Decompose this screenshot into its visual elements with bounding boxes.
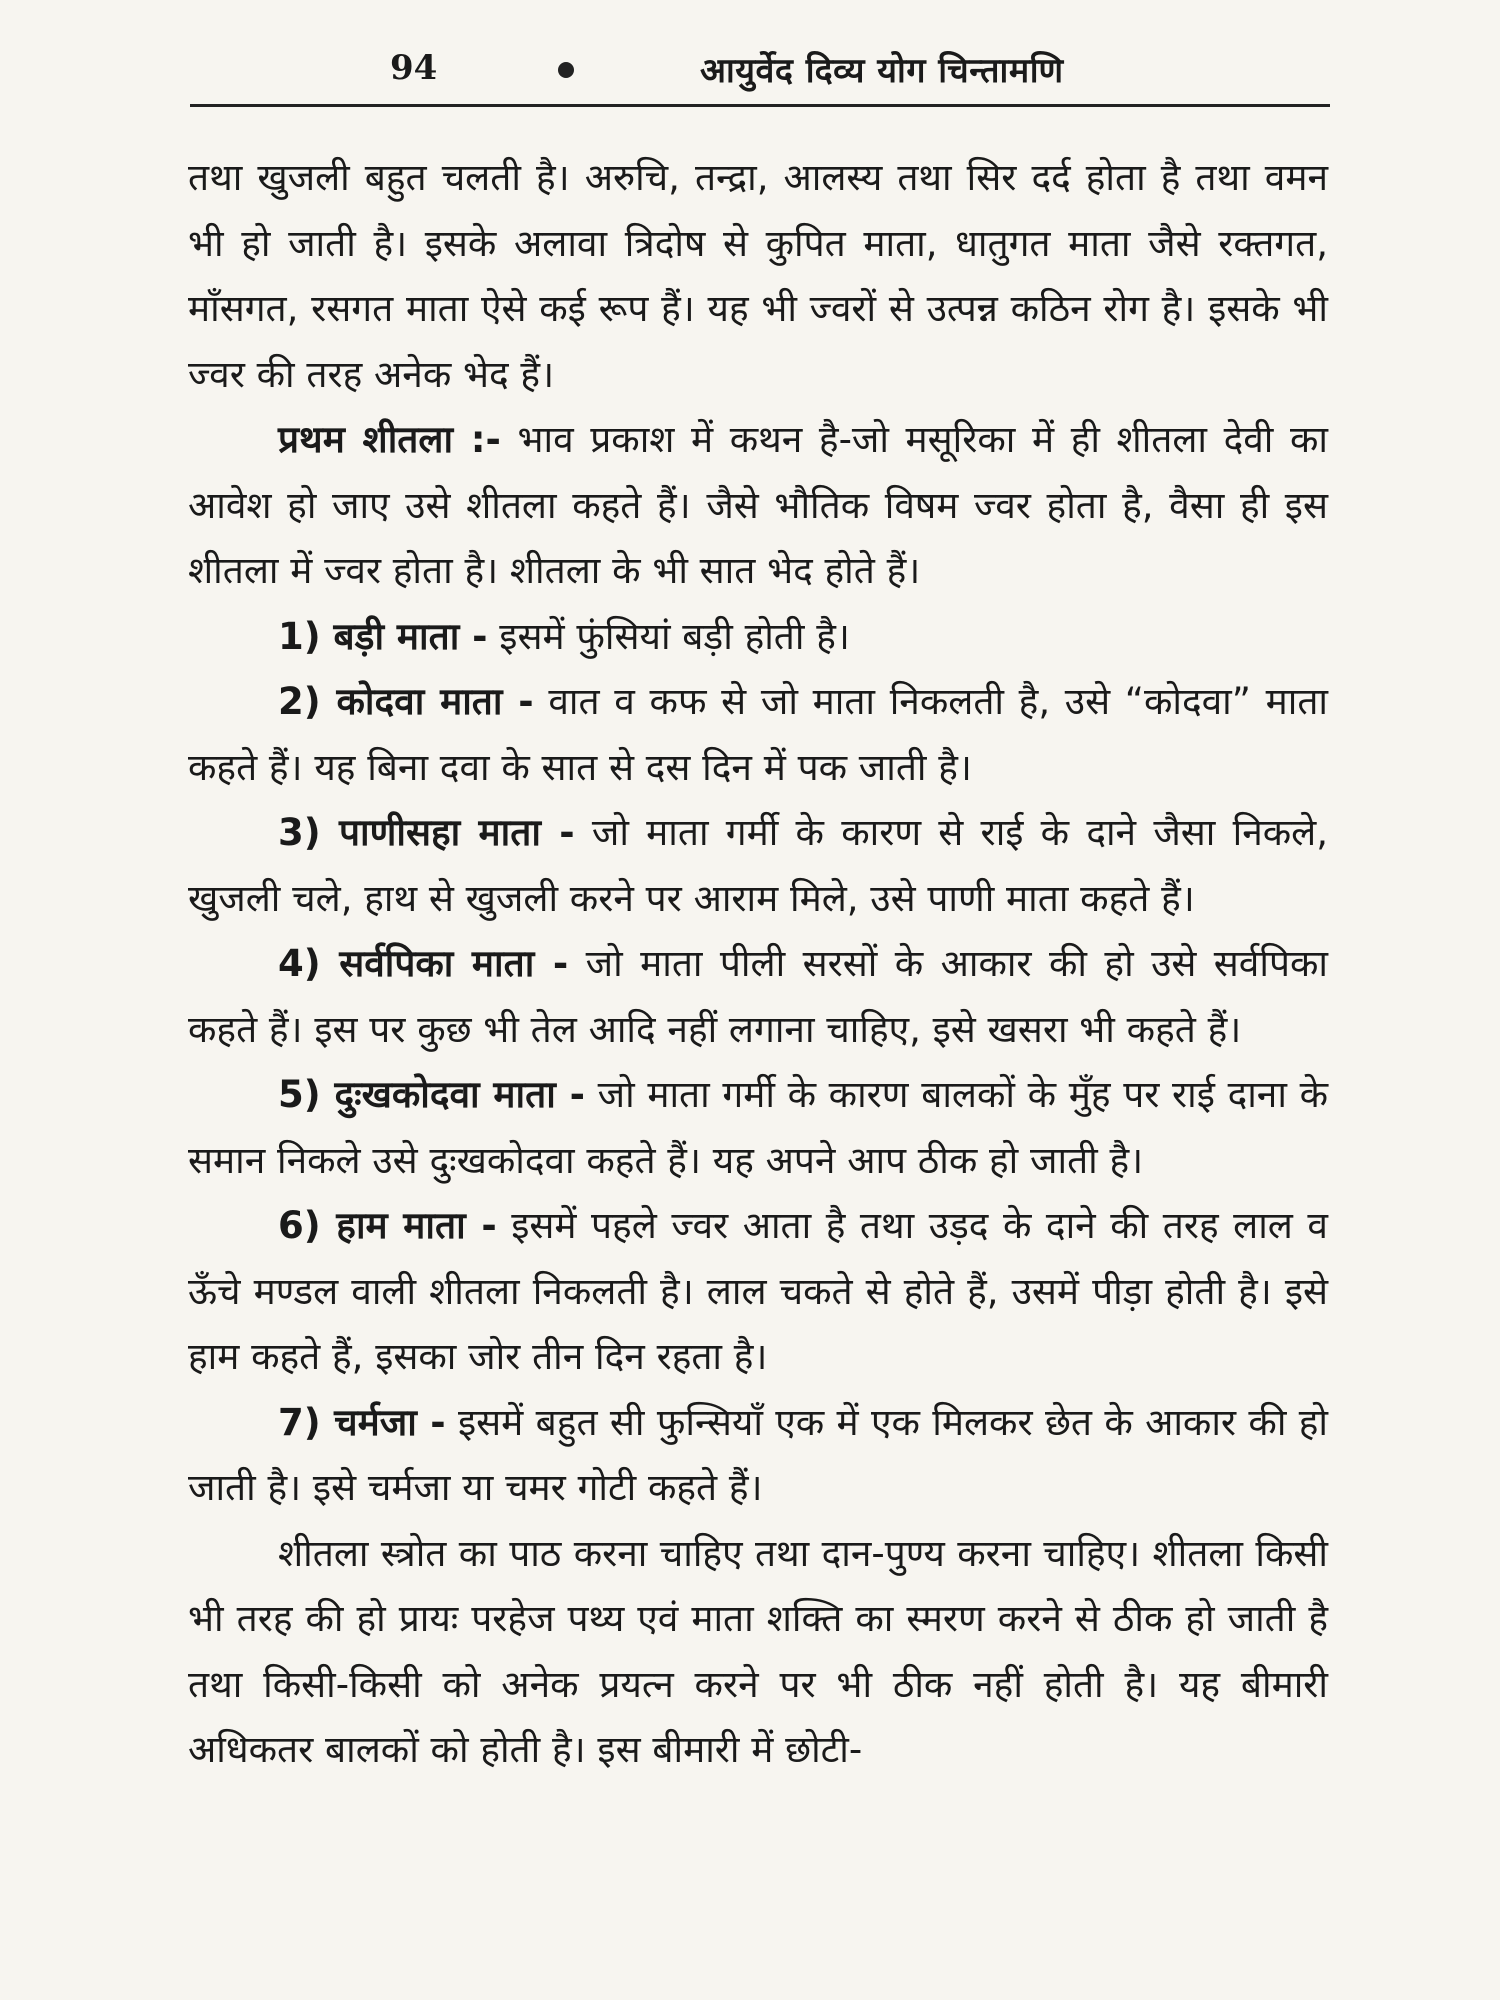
list-item <box>188 1062 1328 1193</box>
pratham-paragraph <box>188 407 1328 604</box>
list-item <box>188 604 1328 670</box>
item-text: इसमें पहले ज्वर आता है तथा उड़द के दाने की तरह लाल व ऊँचे मण्डल वाली शीतला निकलती है। लाल चकते से होते हैं, उसमें पीड़ा होती है। इसे हाम कहते हैं, इसका जोर तीन दिन रहता है। <box>188 1204 1328 1378</box>
item-text: जो माता गर्मी के कारण से राई के दाने जैसा निकले, खुजली चले, हाथ से खुजली करने पर आराम मिले, उसे पाणी माता कहते हैं। <box>188 811 1328 920</box>
running-title: आयुर्वेद दिव्य योग चिन्तामणि <box>700 51 1064 91</box>
item-text: इसमें फुंसियां बड़ी होती है। <box>487 614 850 658</box>
item-text: जो माता गर्मी के कारण बालकों के मुँह पर राई दाना के समान निकले उसे दुःखकोदवा कहते हैं। यह अपने आप ठीक हो जाती है। <box>188 1073 1328 1182</box>
item-label: 7) चर्मजा - <box>278 1400 446 1444</box>
list-item <box>188 931 1328 1062</box>
page-body <box>188 145 1328 1783</box>
item-label: 2) कोदवा माता - <box>278 680 534 723</box>
item-label: 3) पाणीसहा माता - <box>278 811 575 854</box>
pratham-label: प्रथम शीतला :- <box>278 418 501 461</box>
item-text: इसमें बहुत सी फुन्सियाँ एक में एक मिलकर छेत के आकार की हो जाती है। इसे चर्मजा या चमर गोटी कहते हैं। <box>188 1400 1328 1509</box>
pratham-text: भाव प्रकाश में कथन है-जो मसूरिका में ही शीतला देवी का आवेश हो जाए उसे शीतला कहते हैं। जैसे भौतिक विषम ज्वर होता है, वैसा ही इस शीतला में ज्वर होता है। शीतला के भी सात भेद होते हैं। <box>188 418 1328 592</box>
bullet-icon <box>558 62 574 78</box>
item-label: 5) दुःखकोदवा माता - <box>278 1073 585 1116</box>
list-item <box>188 1193 1328 1390</box>
item-label: 6) हाम माता - <box>278 1204 497 1247</box>
list-item <box>188 1390 1328 1521</box>
item-text: जो माता पीली सरसों के आकार की हो उसे सर्वपिका कहते हैं। इस पर कुछ भी तेल आदि नहीं लगाना चाहिए, इसे खसरा भी कहते हैं। <box>188 942 1328 1051</box>
item-text: वात व कफ से जो माता निकलती है, उसे “कोदवा” माता कहते हैं। यह बिना दवा के सात से दस दिन में पक जाती है। <box>188 680 1328 789</box>
intro-paragraph: तथा खुजली बहुत चलती है। अरुचि, तन्द्रा, आलस्य तथा सिर दर्द होता है तथा वमन भी हो जाती है। इसके अलावा त्रिदोष से कुपित माता, धातुगत माता जैसे रक्तगत, माँसगत, रसगत माता ऐसे कई रूप हैं। यह भी ज्वरों से उत्पन्न कठिन रोग है। इसके भी ज्वर की तरह अनेक भेद हैं। <box>188 156 1328 396</box>
item-label: 4) सर्वपिका माता - <box>278 942 569 985</box>
page-header <box>190 44 1330 107</box>
list-item <box>188 800 1328 931</box>
closing-paragraph: शीतला स्त्रोत का पाठ करना चाहिए तथा दान-पुण्य करना चाहिए। शीतला किसी भी तरह की हो प्रायः परहेज पथ्य एवं माता शक्ति का स्मरण करने से ठीक हो जाती है तथा किसी-किसी को अनेक प्रयत्न करने पर भी ठीक नहीं होती है। यह बीमारी अधिकतर बालकों को होती है। इस बीमारी में छोटी- <box>188 1531 1328 1771</box>
list-item <box>188 669 1328 800</box>
item-label: 1) बड़ी माता - <box>278 614 488 658</box>
page-number: 94 <box>390 48 438 88</box>
